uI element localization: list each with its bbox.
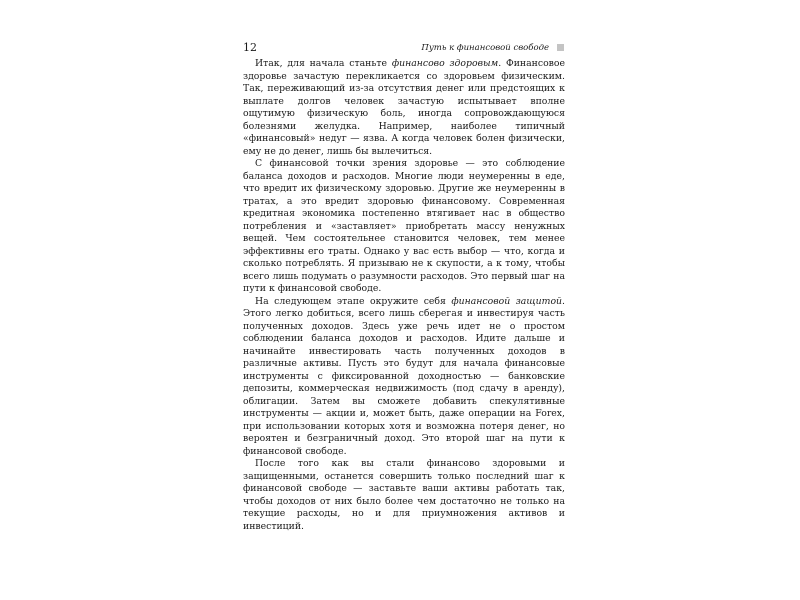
text-segment: После того как вы стали финансово здоровыми и защищенными, останется совершить только последний шаг к финансовой свободе — заставьте ваши активы работать так, чтобы доходов от них было более чем достаточно не только на текущие расходы, но и для приумножения активов и инвестиций. — [243, 458, 565, 532]
body-text — [243, 58, 565, 533]
text-segment: На следующем этапе окружите себя — [255, 295, 452, 307]
text-segment: Итак, для начала станьте — [255, 58, 392, 69]
paragraph-2 — [243, 158, 565, 296]
paragraph-1 — [243, 58, 565, 158]
text-segment: С финансовой точки зрения здоровье — это соблюдение баланса доходов и расходов. Многие люди неумеренны в еде, что вредит их физическому здоровью. Другие же неумеренны в тратах, а это вредит здоровью финансовому. Современная кредитная экономика постепенно втягивает нас в общество потребления и «заставляет» приобретать массу ненужных вещей. Чем состоятельнее становится человек, тем менее эффективны его траты. Однако у вас есть выбор — что, когда и сколько потреблять. Я призываю не к скупости, а к тому, чтобы всего лишь подумать о разумности расходов. Это первый шаг на пути к финансовой свободе. — [243, 158, 565, 294]
emphasis-financial-protection: финансовой защитой — [451, 295, 563, 307]
emphasis-financially-healthy: финансово здоровым — [391, 58, 499, 69]
text-segment: . Этого легко добиться, всего лишь сберегая и инвестируя часть полученных доходов. Здесь уже речь идет не о простом соблюдении баланса доходов и расходов. Идите дальше и начинайте инвестировать часть полученных доходов в различные активы. Пусть это будут для начала финансовые инструменты с фиксированной доходностью — банковские депозиты, коммерческая недвижимость (под сдачу в аренду), облигации. Затем вы сможете добавить спекулятивные инструменты — акции и, может быть, даже операции на Forex, при использовании которых хотя и возможна потеря денег, но вероятен и безграничный доход. Это второй шаг на пути к финансовой свободе. — [243, 295, 565, 457]
page-number: 12 — [243, 41, 257, 54]
running-head — [243, 40, 565, 56]
paragraph-3 — [243, 296, 565, 459]
paragraph-4 — [243, 458, 565, 533]
text-segment: . Финансовое здоровье зачастую перекликается со здоровьем физическим. Так, переживающий из-за отсутствия денег или предстоящих к выплате долгов человек зачастую испытывает вполне ощутимую физическую боль, иногда сопровождающуюся болезнями желудка. Например, наиболее типичный «финансовый» недуг — язва. А когда человек болен физически, ему не до денег, лишь бы вылечиться. — [243, 58, 565, 157]
square-marker-icon — [557, 44, 564, 51]
book-title: Путь к финансовой свободе — [421, 43, 549, 53]
